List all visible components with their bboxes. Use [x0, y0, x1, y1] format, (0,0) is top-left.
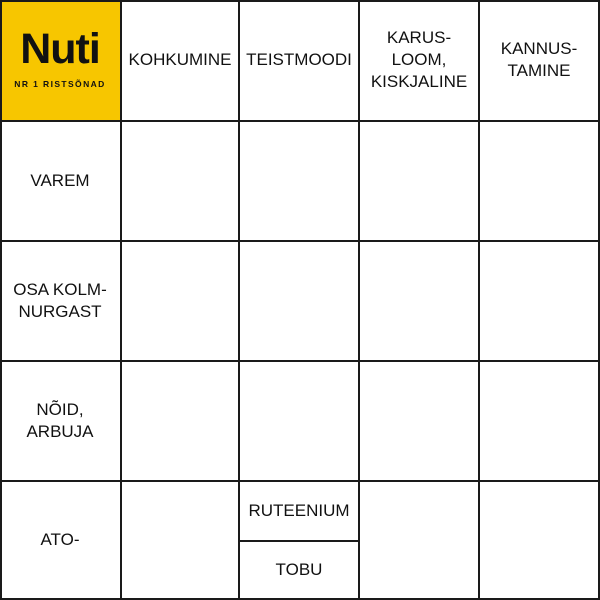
clue-cell-teistmoodi	[240, 0, 360, 122]
clue-text: ATO-	[40, 530, 80, 549]
answer-cell[interactable]	[122, 362, 240, 482]
answer-cell[interactable]	[480, 482, 600, 600]
answer-cell[interactable]	[360, 482, 480, 600]
clue-cell-ruteenium	[240, 482, 360, 542]
answer-cell[interactable]	[360, 242, 480, 362]
answer-cell[interactable]	[240, 362, 360, 482]
clue-text: RUTEENIUM	[248, 501, 350, 520]
logo	[0, 0, 122, 122]
clue-text: VAREM	[30, 171, 90, 190]
clue-cell-tobu	[240, 542, 360, 600]
answer-cell[interactable]	[480, 242, 600, 362]
clue-text: TEISTMOODI	[246, 50, 352, 69]
clue-cell-karusloom	[360, 0, 480, 122]
clue-cell-kohkumine	[122, 0, 240, 122]
answer-cell[interactable]	[360, 122, 480, 242]
clue-text: KOHKUMINE	[128, 50, 232, 69]
clue-cell-varem	[0, 122, 122, 242]
answer-cell[interactable]	[240, 122, 360, 242]
clue-cell-noid-arbuja	[0, 362, 122, 482]
clue-cell-osa-kolmnurgast	[0, 242, 122, 362]
answer-cell[interactable]	[480, 122, 600, 242]
answer-cell[interactable]	[240, 242, 360, 362]
clue-text: NÕID, ARBUJA	[26, 400, 94, 441]
clue-cell-kannustamine	[480, 0, 600, 122]
grid-border-left	[0, 0, 2, 600]
logo-tagline: NR 1 RISTSÕNAD	[14, 79, 106, 89]
answer-cell[interactable]	[480, 362, 600, 482]
clue-text: TOBU	[275, 560, 323, 579]
clue-text: OSA KOLM- NURGAST	[13, 280, 107, 321]
answer-cell[interactable]	[360, 362, 480, 482]
logo-word: Nuti	[20, 25, 100, 73]
answer-cell[interactable]	[122, 122, 240, 242]
clue-text: KANNUS- TAMINE	[500, 39, 578, 80]
grid-border-top	[0, 0, 600, 2]
answer-cell[interactable]	[122, 482, 240, 600]
clue-cell-ato	[0, 482, 122, 600]
answer-cell[interactable]	[122, 242, 240, 362]
clue-text: KARUS- LOOM, KISKJALINE	[370, 28, 468, 91]
